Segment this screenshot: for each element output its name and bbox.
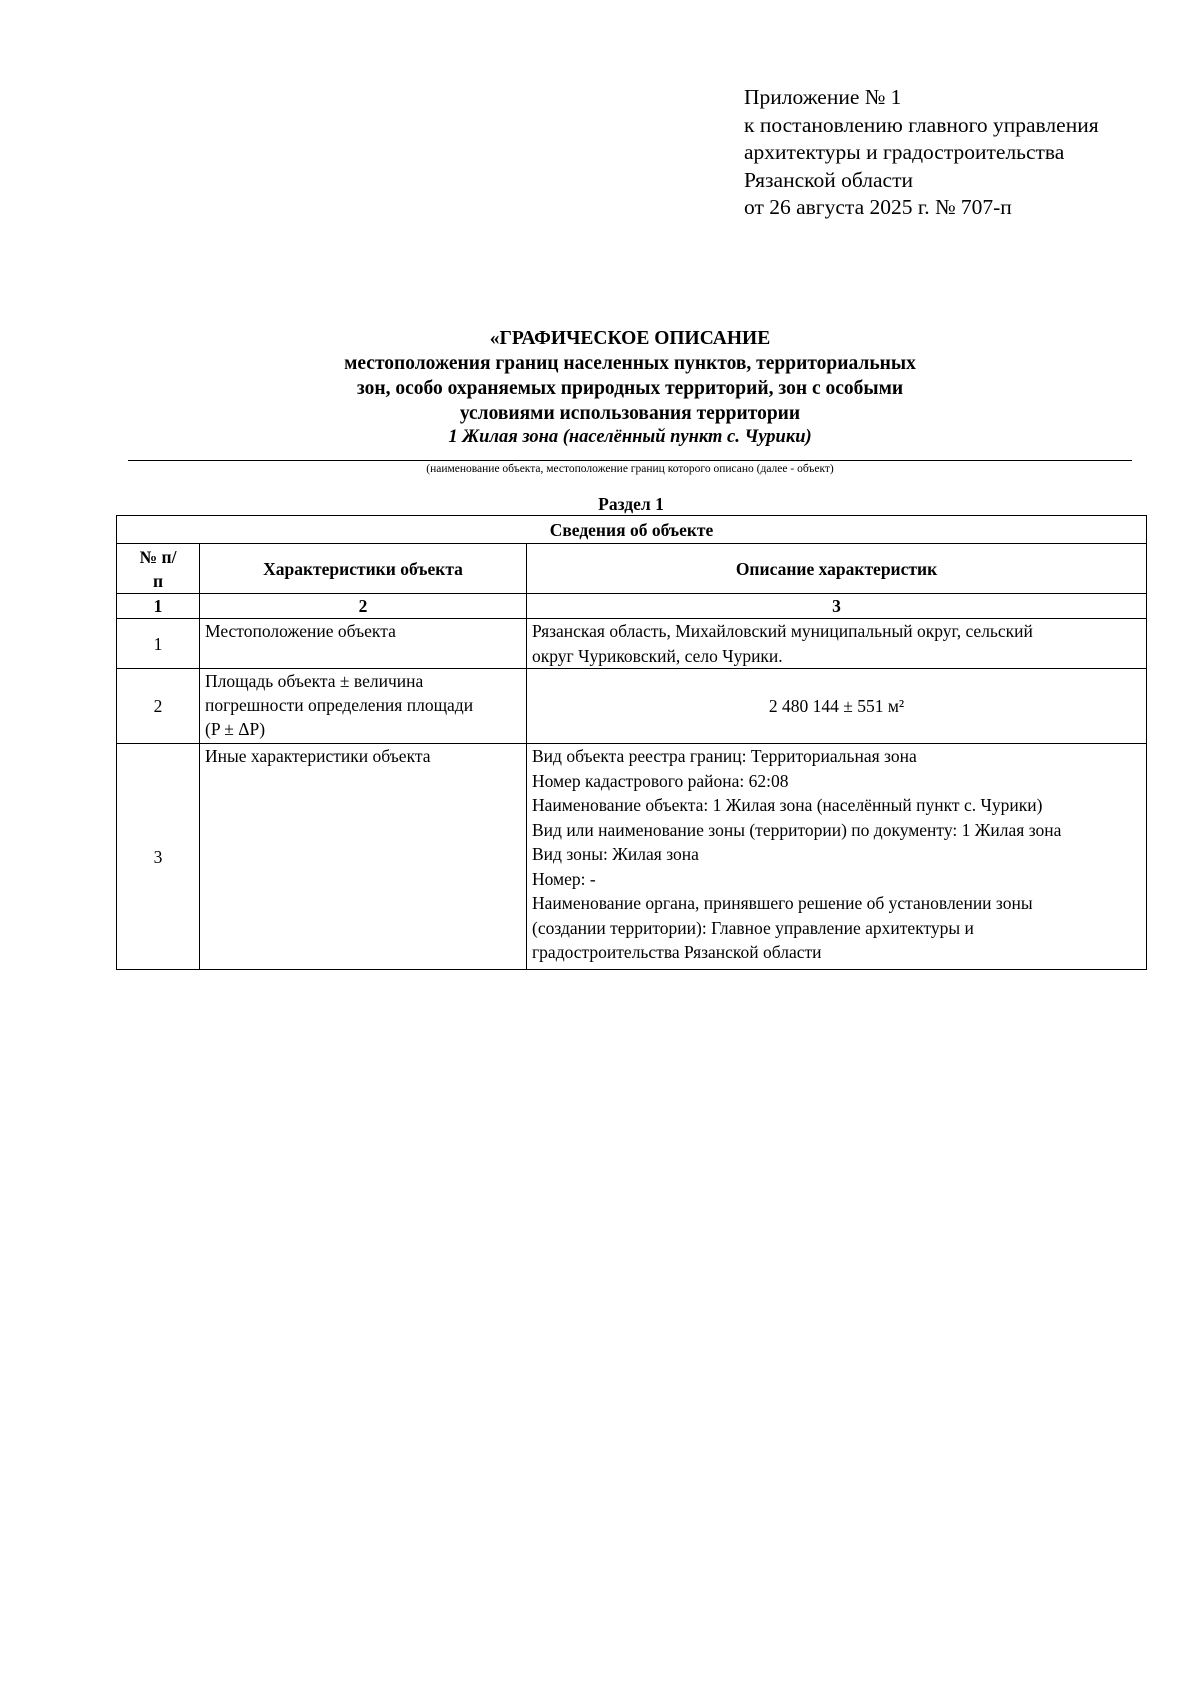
appendix-line: от 26 августа 2025 г. № 707-п	[744, 195, 1012, 219]
column-number: 1	[117, 594, 200, 619]
table-row	[117, 744, 1147, 970]
row-value	[527, 744, 1147, 970]
value-line: Номер: -	[532, 868, 596, 889]
table-row	[117, 619, 1147, 669]
table-caption: Сведения об объекте	[117, 516, 1147, 544]
value-line: Вид или наименование зоны (территории) по документу: 1 Жилая зона	[532, 819, 1062, 840]
header-characteristic: Характеристики объекта	[200, 544, 527, 594]
header-description: Описание характеристик	[527, 544, 1147, 594]
header-num	[117, 544, 200, 594]
appendix-line: Рязанской области	[744, 167, 913, 192]
value-line: Вид объекта реестра границ: Территориальная зона	[532, 746, 917, 766]
object-info-table	[116, 515, 1147, 970]
appendix-header	[744, 84, 1184, 222]
value-line: округ Чуриковский, село Чурики.	[532, 645, 783, 666]
characteristic-line: Площадь объекта ± величина	[205, 671, 424, 691]
row-characteristic	[200, 669, 527, 744]
column-number-row	[117, 594, 1147, 619]
appendix-line: архитектуры и градостроительства	[744, 140, 1065, 164]
row-characteristic: Иные характеристики объекта	[200, 744, 527, 970]
characteristic-line: (P ± ΔP)	[205, 719, 266, 739]
table-header-row	[117, 544, 1147, 594]
value-line: Наименование объекта: 1 Жилая зона (населённый пункт с. Чурики)	[532, 795, 1043, 815]
object-name-underline	[128, 460, 1132, 461]
value-line: (создании территории): Главное управление архитектуры и	[532, 917, 974, 938]
object-name: 1 Жилая зона (населённый пункт с. Чурики)	[448, 427, 812, 447]
header-num-label: № п/п	[139, 546, 177, 591]
row-num: 3	[117, 744, 200, 970]
row-characteristic: Местоположение объекта	[200, 619, 527, 669]
row-num: 2	[117, 669, 200, 744]
title-line: зон, особо охраняемых природных территорий, зон с особыми	[356, 378, 904, 399]
appendix-line: Приложение № 1	[744, 85, 902, 109]
title-line: «ГРАФИЧЕСКОЕ ОПИСАНИЕ	[489, 328, 771, 349]
value-line: Наименование органа, принявшего решение об установлении зоны	[532, 893, 1033, 913]
value-line: Рязанская область, Михайловский муниципальный округ, сельский	[532, 621, 1033, 641]
characteristic-line: погрешности определения площади	[205, 695, 474, 715]
row-num: 1	[117, 619, 200, 669]
column-number: 3	[527, 594, 1147, 619]
title-line: местоположения границ населенных пунктов, территориальных	[344, 353, 916, 374]
title-line: условиями использования территории	[459, 403, 801, 424]
row-value	[527, 619, 1147, 669]
section-title: Раздел 1	[598, 494, 664, 514]
column-number: 2	[200, 594, 527, 619]
row-value: 2 480 144 ± 551 м²	[527, 669, 1147, 744]
value-line: Номер кадастрового района: 62:08	[532, 770, 789, 791]
document-title	[128, 326, 1132, 448]
table-row	[117, 669, 1147, 744]
value-line: Вид зоны: Жилая зона	[532, 844, 699, 864]
value-line: градостроительства Рязанской области	[532, 942, 822, 962]
appendix-line: к постановлению главного управления	[744, 112, 1099, 137]
object-name-caption: (наименование объекта, местоположение границ которого описано (далее - объект)	[426, 463, 834, 475]
table-caption-row	[117, 516, 1147, 544]
